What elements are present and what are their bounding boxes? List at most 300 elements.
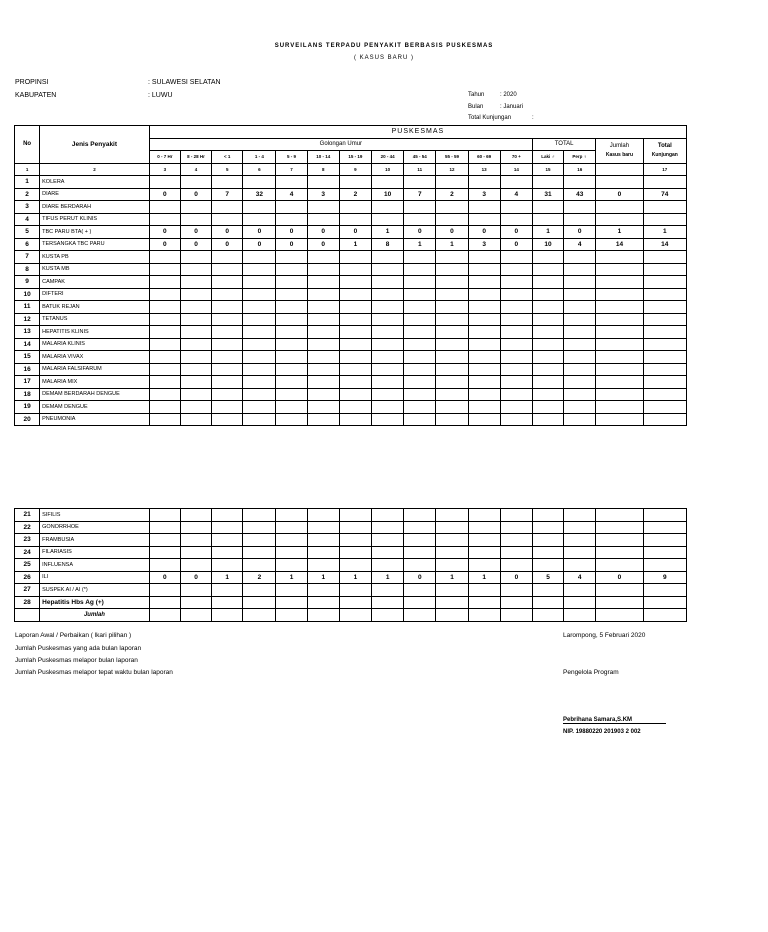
value-cell [149,584,180,597]
value-cell [212,584,243,597]
disease-name: TIFUS PERUT KLINIS [40,213,150,226]
value-cell [468,596,500,609]
value-cell [564,521,596,534]
header-golongan-umur: Golongan Umur [149,138,532,151]
value-cell [404,351,436,364]
value-cell [532,509,563,522]
value-cell [596,584,643,597]
disease-name: KUSTA PB [40,251,150,264]
value-cell [372,413,404,426]
value-cell [339,313,371,326]
value-cell [643,546,686,559]
value-cell [436,521,468,534]
value-cell [532,276,563,289]
value-cell [212,213,243,226]
value-cell [212,509,243,522]
footer-line2: Jumlah Puskesmas yang ada bulan laporan [15,645,142,652]
value-cell [372,213,404,226]
value-cell [276,363,307,376]
value-cell [307,376,339,389]
value-cell [276,584,307,597]
tahun-value: : 2020 [500,92,517,98]
value-cell [149,388,180,401]
value-cell [468,251,500,264]
value-cell [404,201,436,214]
disease-name: TERSANGKA TBC PARU [40,238,150,251]
value-cell [243,338,276,351]
value-cell [180,363,211,376]
value-cell [339,559,371,572]
value-cell [500,584,532,597]
value-cell [564,338,596,351]
value-cell [307,263,339,276]
header-age-group: 1 - 4 [243,151,276,164]
value-cell [564,413,596,426]
value-cell [149,313,180,326]
value-cell [596,521,643,534]
value-cell [436,338,468,351]
value-cell [500,363,532,376]
value-cell: 0 [180,238,211,251]
value-cell: 0 [276,226,307,239]
value-cell [436,276,468,289]
jumlah-row [15,609,687,622]
value-cell [339,176,371,189]
value-cell [149,213,180,226]
header-jumlah-kasus-line2: Kasus baru [605,151,634,158]
table-row [15,401,687,414]
value-cell [532,363,563,376]
header-column-number: 3 [149,163,180,176]
value-cell [307,388,339,401]
row-number: 18 [15,388,40,401]
value-cell [276,376,307,389]
value-cell [596,596,643,609]
value-cell [404,263,436,276]
value-cell [596,288,643,301]
value-cell: 1 [307,571,339,584]
value-cell [149,338,180,351]
value-cell [436,251,468,264]
value-cell [212,401,243,414]
value-cell [468,176,500,189]
value-cell: 0 [149,571,180,584]
value-cell [149,376,180,389]
disease-name: SIFILIS [40,509,150,522]
disease-name: TETANUS [40,313,150,326]
disease-name: DIARE BERDARAH [40,201,150,214]
value-cell [339,376,371,389]
value-cell [307,276,339,289]
disease-name: CAMPAK [40,276,150,289]
value-cell [243,596,276,609]
value-cell [339,509,371,522]
value-cell [643,596,686,609]
value-cell [643,388,686,401]
footer-line3: Jumlah Puskesmas melapor bulan laporan [15,657,138,664]
value-cell [596,276,643,289]
value-cell [276,201,307,214]
value-cell: 0 [149,226,180,239]
disease-name: MALARIA MIX [40,376,150,389]
value-cell [212,326,243,339]
disease-name: KOLERA [40,176,150,189]
value-cell [532,213,563,226]
value-cell [276,413,307,426]
value-cell [180,376,211,389]
value-cell [468,363,500,376]
value-cell [276,559,307,572]
value-cell [180,351,211,364]
value-cell [404,388,436,401]
value-cell [500,301,532,314]
value-cell [436,388,468,401]
value-cell [564,288,596,301]
value-cell [404,376,436,389]
row-number: 16 [15,363,40,376]
value-cell: 9 [643,571,686,584]
value-cell [500,326,532,339]
value-cell [180,413,211,426]
value-cell [564,176,596,189]
value-cell [276,276,307,289]
value-cell [468,263,500,276]
value-cell: 0 [212,238,243,251]
value-cell: 1 [372,226,404,239]
value-cell [436,559,468,572]
value-cell [500,559,532,572]
value-cell: 0 [243,238,276,251]
value-cell [404,363,436,376]
propinsi-value: : SULAWESI SELATAN [148,79,221,86]
value-cell [643,521,686,534]
value-cell [532,534,563,547]
value-cell [596,413,643,426]
value-cell [180,263,211,276]
value-cell [468,351,500,364]
value-cell [180,521,211,534]
value-cell [532,338,563,351]
header-column-number: 16 [564,163,596,176]
value-cell: 7 [212,188,243,201]
value-cell [468,413,500,426]
bulan-value: : Januari [500,104,524,110]
row-number: 26 [15,571,40,584]
value-cell [339,413,371,426]
value-cell [564,534,596,547]
value-cell [468,559,500,572]
value-cell [404,584,436,597]
row-number: 25 [15,559,40,572]
value-cell [404,413,436,426]
table-row [15,413,687,426]
value-cell [149,534,180,547]
kunjungan-label: Total Kunjungan [468,115,512,121]
value-cell: 5 [532,571,563,584]
disease-name: FILARIASIS [40,546,150,559]
table-row [15,376,687,389]
value-cell [339,534,371,547]
value-cell [596,338,643,351]
value-cell [276,388,307,401]
header-jumlah-kasus-line1: Jumlah [609,142,630,149]
value-cell [149,596,180,609]
value-cell: 10 [532,238,563,251]
value-cell [596,534,643,547]
value-cell [436,401,468,414]
value-cell [243,413,276,426]
value-cell [243,388,276,401]
signer-nip: NIP. 19880220 201903 2 002 [563,729,641,735]
value-cell [372,509,404,522]
value-cell [436,534,468,547]
value-cell [243,351,276,364]
value-cell [468,388,500,401]
value-cell [212,176,243,189]
value-cell [243,301,276,314]
value-cell: 3 [468,188,500,201]
value-cell: 0 [596,188,643,201]
value-cell [307,351,339,364]
value-cell [564,351,596,364]
value-cell [404,509,436,522]
table-row [15,251,687,264]
row-number: 21 [15,509,40,522]
value-cell [243,534,276,547]
value-cell [500,251,532,264]
value-cell [596,388,643,401]
row-number: 7 [15,251,40,264]
value-cell [339,351,371,364]
value-cell: 0 [276,238,307,251]
value-cell [643,363,686,376]
value-cell [372,276,404,289]
value-cell [372,313,404,326]
value-cell: 4 [276,188,307,201]
value-cell [436,263,468,276]
value-cell [404,313,436,326]
value-cell [276,546,307,559]
value-cell [643,326,686,339]
value-cell [307,338,339,351]
value-cell [436,176,468,189]
value-cell [436,213,468,226]
value-cell [372,521,404,534]
value-cell [643,276,686,289]
header-age-group: 55 - 59 [436,151,468,164]
value-cell [532,313,563,326]
value-cell: 0 [436,226,468,239]
header-no: No [15,126,40,164]
value-cell [643,534,686,547]
disease-name: MALARIA KLINIS [40,338,150,351]
disease-table-bottom [14,508,687,622]
value-cell: 4 [564,571,596,584]
value-cell: 1 [468,571,500,584]
value-cell [596,326,643,339]
value-cell [468,201,500,214]
value-cell [149,559,180,572]
disease-name: MALARIA FALSIFARUM [40,363,150,376]
value-cell: 0 [500,238,532,251]
row-number: 11 [15,301,40,314]
value-cell [643,351,686,364]
value-cell [339,338,371,351]
value-cell [372,326,404,339]
signer-name: Pebrihana Samara,S.KM [563,717,666,724]
value-cell [643,401,686,414]
value-cell [212,413,243,426]
value-cell [276,401,307,414]
value-cell [564,401,596,414]
value-cell [212,201,243,214]
value-cell [404,521,436,534]
value-cell [243,584,276,597]
header-column-number: 1 [15,163,40,176]
value-cell [436,376,468,389]
value-cell [339,288,371,301]
value-cell [243,559,276,572]
value-cell [180,201,211,214]
value-cell [404,213,436,226]
value-cell [596,509,643,522]
table-row [15,188,687,201]
propinsi-label: PROPINSI [15,79,49,86]
row-number: 6 [15,238,40,251]
value-cell [468,401,500,414]
value-cell [532,301,563,314]
value-cell [404,326,436,339]
value-cell [468,338,500,351]
row-number: 9 [15,276,40,289]
table-row [15,584,687,597]
value-cell [149,546,180,559]
value-cell [468,584,500,597]
disease-name: DEMAM BERDARAH DENGUE [40,388,150,401]
row-number: 22 [15,521,40,534]
value-cell [180,534,211,547]
row-number: 14 [15,338,40,351]
disease-name: PNEUMONIA [40,413,150,426]
value-cell [500,509,532,522]
value-cell [149,201,180,214]
value-cell [596,401,643,414]
value-cell [500,276,532,289]
value-cell [307,546,339,559]
header-column-number: 17 [643,163,686,176]
value-cell [372,363,404,376]
value-cell [500,176,532,189]
value-cell [276,338,307,351]
value-cell [436,201,468,214]
value-cell [149,263,180,276]
value-cell: 0 [307,238,339,251]
value-cell: 2 [243,571,276,584]
value-cell [180,338,211,351]
value-cell [180,213,211,226]
table-row [15,596,687,609]
value-cell: 1 [404,238,436,251]
header-column-number [596,163,643,176]
value-cell [468,376,500,389]
table-row [15,226,687,239]
value-cell [243,401,276,414]
value-cell [500,546,532,559]
value-cell [276,301,307,314]
value-cell [339,521,371,534]
jumlah-label: Jumlah [40,609,150,622]
value-cell: 3 [307,188,339,201]
value-cell [500,213,532,226]
value-cell [500,201,532,214]
value-cell: 1 [643,226,686,239]
value-cell [532,351,563,364]
header-column-number: 9 [339,163,371,176]
value-cell [339,251,371,264]
value-cell [212,276,243,289]
value-cell [564,363,596,376]
header-age-group: 70 + [500,151,532,164]
value-cell [243,251,276,264]
value-cell [307,176,339,189]
value-cell [500,401,532,414]
value-cell [404,176,436,189]
value-cell [404,559,436,572]
value-cell [468,288,500,301]
header-column-number: 15 [532,163,563,176]
value-cell [468,534,500,547]
value-cell: 0 [500,226,532,239]
value-cell [643,313,686,326]
value-cell [500,534,532,547]
row-number: 19 [15,401,40,414]
value-cell [532,326,563,339]
header-column-number: 10 [372,163,404,176]
header-age-group: 15 - 19 [339,151,371,164]
value-cell: 10 [372,188,404,201]
value-cell [180,584,211,597]
value-cell [243,509,276,522]
value-cell [500,376,532,389]
value-cell: 31 [532,188,563,201]
value-cell [372,534,404,547]
value-cell [243,521,276,534]
value-cell [564,326,596,339]
value-cell [307,301,339,314]
value-cell: 0 [404,571,436,584]
value-cell [596,559,643,572]
value-cell [276,534,307,547]
value-cell [404,534,436,547]
disease-name: DIARE [40,188,150,201]
value-cell [212,534,243,547]
disease-name: KUSTA MB [40,263,150,276]
value-cell [149,509,180,522]
value-cell [404,276,436,289]
value-cell: 1 [372,571,404,584]
value-cell [564,388,596,401]
header-puskesmas: PUSKESMAS [149,126,686,139]
row-number: 24 [15,546,40,559]
value-cell [243,363,276,376]
value-cell [339,584,371,597]
value-cell [212,559,243,572]
value-cell [307,313,339,326]
header-age-group: 8 - 28 Hr [180,151,211,164]
value-cell [532,388,563,401]
value-cell [532,176,563,189]
value-cell [180,596,211,609]
